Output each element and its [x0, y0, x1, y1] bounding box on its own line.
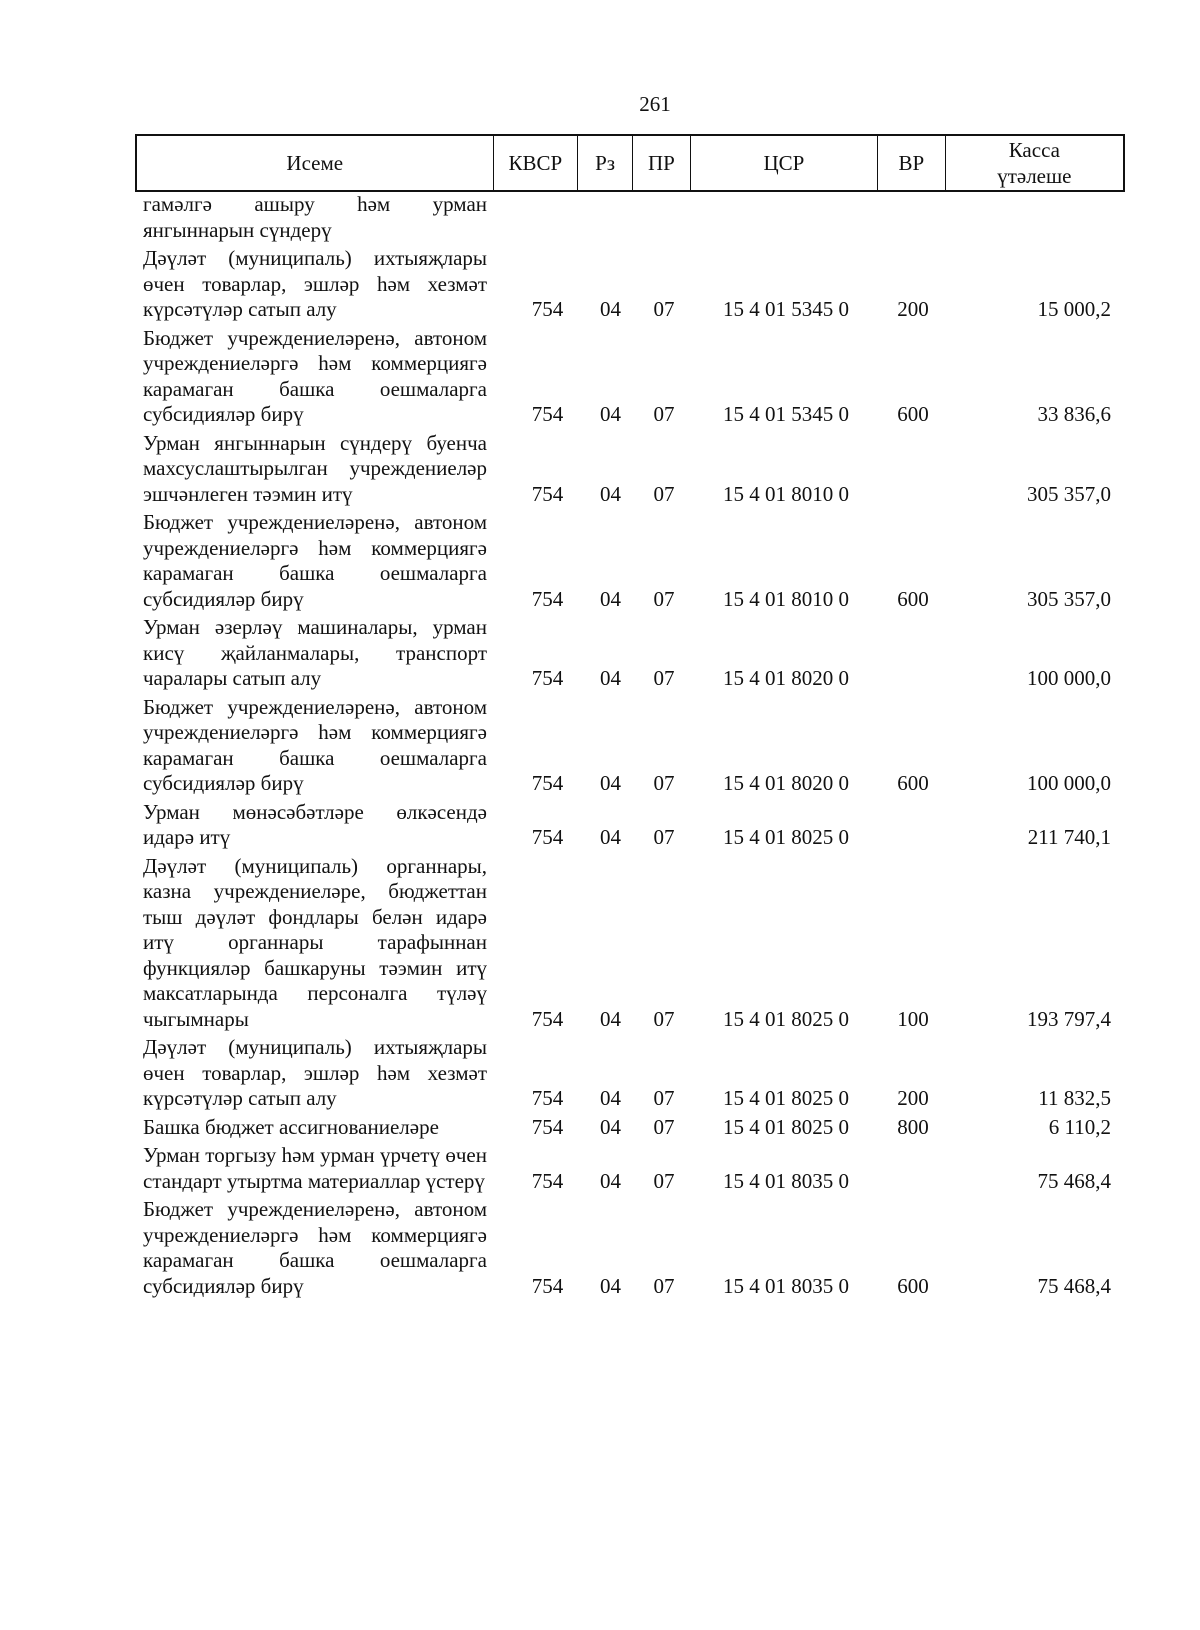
cell-name: Бюджет учреждениеләренә, автоном учреждениеләргә һәм коммерциягә карамаган башка оешмаларга субсидияләр бирү [143, 510, 487, 611]
cell-pr: 07 [653, 666, 675, 690]
cell-cash-execution: 75 468,4 [1037, 1168, 1111, 1193]
cell-kvsr: 754 [531, 1168, 564, 1193]
cell-vr: 600 [897, 771, 929, 795]
cell-kvsr: 754 [531, 1273, 564, 1298]
header-cash-execution [946, 136, 1123, 190]
table-row [135, 192, 1125, 243]
cell-csr: 15 4 01 8025 0 [723, 1114, 849, 1139]
table-body [135, 192, 1125, 1299]
cell-kvsr: 754 [531, 1114, 564, 1139]
cell-kvsr: 754 [531, 1006, 564, 1031]
cell-pr: 07 [653, 825, 675, 849]
cell-cash-execution: 305 357,0 [1027, 586, 1111, 611]
cell-name: Бюджет учреждениеләренә, автоном учреждениеләргә һәм коммерциягә карамаган башка оешмаларга субсидияләр бирү [143, 694, 487, 795]
table-row [135, 510, 1125, 612]
header-name: Исеме [137, 136, 494, 190]
cell-vr: 600 [897, 586, 929, 611]
table-row [135, 1115, 1125, 1141]
cell-cash-execution: 6 110,2 [1048, 1114, 1111, 1139]
cell-name: Бюджет учреждениеләренә, автоном учреждениеләргә һәм коммерциягә карамаган башка оешмаларга субсидияләр бирү [143, 325, 487, 426]
header-rz: Рз [578, 136, 633, 190]
cell-csr: 15 4 01 8010 0 [723, 586, 849, 611]
cell-csr: 15 4 01 8035 0 [723, 1273, 849, 1298]
cell-cash-execution: 33 836,6 [1037, 402, 1111, 426]
page-number: 261 [639, 92, 671, 116]
cell-cash-execution: 15 000,2 [1037, 297, 1111, 321]
cell-cash-execution: 211 740,1 [1027, 825, 1111, 849]
cell-name: Башка бюджет ассигнованиеләре [143, 1114, 439, 1139]
cell-rz: 04 [600, 586, 621, 611]
cell-name: Дәүләт (муниципаль) ихтыяҗлары өчен товарлар, эшләр һәм хезмәт күрсәтүләр сатып алу [143, 246, 487, 321]
cell-csr: 15 4 01 8025 0 [723, 825, 849, 849]
cell-csr: 15 4 01 8010 0 [723, 481, 849, 506]
cell-kvsr: 754 [531, 586, 564, 611]
cell-csr: 15 4 01 5345 0 [723, 297, 849, 321]
header-kvsr: КВСР [494, 136, 579, 190]
cell-cash-execution: 193 797,4 [1027, 1006, 1111, 1031]
table-row [135, 1197, 1125, 1299]
cell-pr: 07 [653, 1168, 675, 1193]
header-pr: ПР [633, 136, 691, 190]
cell-vr: 100 [897, 1006, 929, 1031]
table-header [135, 134, 1125, 192]
cell-csr: 15 4 01 8025 0 [723, 1086, 849, 1110]
cell-cash-execution: 100 000,0 [1027, 771, 1111, 795]
table-row [135, 854, 1125, 1033]
cell-pr: 07 [653, 402, 675, 426]
cell-kvsr: 754 [531, 297, 564, 321]
cell-pr: 07 [653, 586, 675, 611]
table-row [135, 1143, 1125, 1194]
header-vr: ВР [878, 136, 946, 190]
cell-name: Урман әзерләү машиналары, урман кисү җайланмалары, транспорт чаралары сатып алу [143, 615, 487, 690]
cell-name: Бюджет учреждениеләренә, автоном учреждениеләргә һәм коммерциягә карамаган башка оешмаларга субсидияләр бирү [143, 1197, 487, 1298]
cell-vr: 200 [897, 1086, 929, 1110]
cell-kvsr: 754 [531, 481, 564, 506]
cell-pr: 07 [653, 481, 675, 506]
cell-rz: 04 [600, 825, 621, 849]
cell-name: Урман янгыннарын сүндерү буенча махсуслаштырылган учреждениеләр эшчәнлеген тәэмин итү [143, 430, 487, 506]
cell-rz: 04 [600, 1086, 621, 1110]
cell-rz: 04 [600, 1006, 621, 1031]
cell-name: Урман мөнәсәбәтләре өлкәсендә идарә итү [143, 799, 487, 849]
cell-csr: 15 4 01 5345 0 [723, 402, 849, 426]
cell-vr: 600 [897, 1273, 929, 1298]
cell-csr: 15 4 01 8020 0 [723, 771, 849, 795]
cell-csr: 15 4 01 8035 0 [723, 1168, 849, 1193]
cell-pr: 07 [653, 771, 675, 795]
table-row [135, 615, 1125, 692]
cell-cash-execution: 75 468,4 [1037, 1273, 1111, 1298]
cell-vr: 800 [897, 1114, 929, 1139]
cell-rz: 04 [600, 1114, 621, 1139]
cell-cash-execution: 100 000,0 [1027, 666, 1111, 690]
cell-name: Дәүләт (муниципаль) органнары, казна учреждениеләре, бюджеттан тыш дәүләт фондлары белән идарә итү органнары тарафыннан функцияләр башкаруны тәэмин итү максатларында персоналга түләү чыгымнары [143, 853, 487, 1031]
cell-rz: 04 [600, 771, 621, 795]
cell-name: гамәлгә ашыру һәм урман янгыннарын сүндерү [143, 192, 487, 242]
cell-cash-execution: 305 357,0 [1027, 481, 1111, 506]
cell-rz: 04 [600, 1168, 621, 1193]
header-csr: ЦСР [691, 136, 878, 190]
cell-rz: 04 [600, 481, 621, 506]
table-row [135, 246, 1125, 323]
table-row [135, 1035, 1125, 1112]
cell-cash-execution: 11 832,5 [1038, 1086, 1111, 1110]
cell-pr: 07 [653, 1273, 675, 1298]
cell-name: Урман торгызу һәм урман үрчетү өчен стандарт утыртма материаллар үстерү [143, 1143, 487, 1193]
header-cash-line1: Касса [1008, 138, 1060, 162]
cell-rz: 04 [600, 1273, 621, 1298]
cell-csr: 15 4 01 8020 0 [723, 666, 849, 690]
cell-kvsr: 754 [531, 771, 564, 795]
cell-name: Дәүләт (муниципаль) ихтыяҗлары өчен товарлар, эшләр һәм хезмәт күрсәтүләр сатып алу [143, 1035, 487, 1110]
cell-kvsr: 754 [531, 825, 564, 849]
cell-csr: 15 4 01 8025 0 [723, 1006, 849, 1031]
cell-vr: 600 [897, 402, 929, 426]
cell-kvsr: 754 [531, 402, 564, 426]
cell-rz: 04 [600, 402, 621, 426]
cell-pr: 07 [653, 1086, 675, 1110]
cell-pr: 07 [653, 297, 675, 321]
cell-vr: 200 [897, 297, 929, 321]
header-cash-line2: үтәлеше [997, 164, 1072, 188]
cell-kvsr: 754 [531, 1086, 564, 1110]
cell-kvsr: 754 [531, 666, 564, 690]
table-row [135, 695, 1125, 797]
cell-pr: 07 [653, 1114, 675, 1139]
table-row [135, 800, 1125, 851]
cell-rz: 04 [600, 297, 621, 321]
cell-rz: 04 [600, 666, 621, 690]
table-row [135, 431, 1125, 508]
table-row [135, 326, 1125, 428]
cell-pr: 07 [653, 1006, 675, 1031]
